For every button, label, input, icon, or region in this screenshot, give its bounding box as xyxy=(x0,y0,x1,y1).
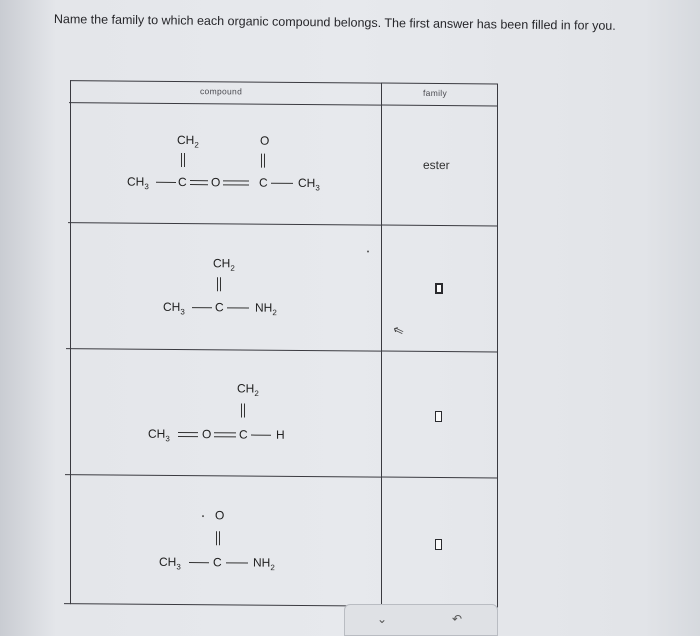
atom-ch2: $CH_2$ xyxy=(237,381,259,398)
atom-o: O xyxy=(215,508,225,523)
atom-h: H xyxy=(276,427,285,442)
question-prompt: Name the family to which each organic compound belongs. The first answer has been filled in for you. xyxy=(53,12,616,33)
back-arrow-icon[interactable]: ↶ xyxy=(452,612,463,626)
atom-c: C xyxy=(239,427,248,442)
atom-nh2: $NH_2$ xyxy=(253,555,275,573)
atom-ch2: $CH_2$ xyxy=(213,256,235,273)
atom-ch2: $CH_2$ xyxy=(177,132,199,150)
atom-ch3: $CH_3$ xyxy=(163,299,185,317)
double-bond xyxy=(181,153,185,167)
atom-c: C xyxy=(178,174,187,190)
atom-nh2: $NH_2$ xyxy=(255,300,277,318)
answer-input-3[interactable] xyxy=(435,411,442,422)
double-bond xyxy=(261,154,265,168)
atom-c: C xyxy=(259,175,268,190)
bottom-toolbar xyxy=(344,604,498,636)
atom-ch3: $CH_3$ xyxy=(148,426,170,444)
mouse-cursor-icon: ⇖ xyxy=(390,321,406,340)
chevron-down-icon[interactable]: ⌄ xyxy=(377,612,388,626)
atom-o: O xyxy=(202,427,212,442)
atom-c: C xyxy=(215,300,224,315)
atom-ch3: $CH_3$ xyxy=(159,554,181,572)
atom-o: O xyxy=(211,175,221,190)
column-header-family: family xyxy=(423,87,447,99)
answer-input-2[interactable] xyxy=(435,283,443,294)
atom-ch3: $CH_3$ xyxy=(127,174,149,192)
atom-c: C xyxy=(213,555,222,570)
answer-ester: ester xyxy=(423,157,450,173)
answer-input-4[interactable] xyxy=(435,539,442,550)
double-bond xyxy=(217,277,221,291)
double-bond xyxy=(241,403,245,417)
atom-ch3: $CH_3$ xyxy=(298,175,320,193)
compound-family-table xyxy=(55,62,503,612)
atom-o: O xyxy=(260,133,270,148)
double-bond xyxy=(216,531,220,545)
column-header-compound: compound xyxy=(200,86,243,97)
